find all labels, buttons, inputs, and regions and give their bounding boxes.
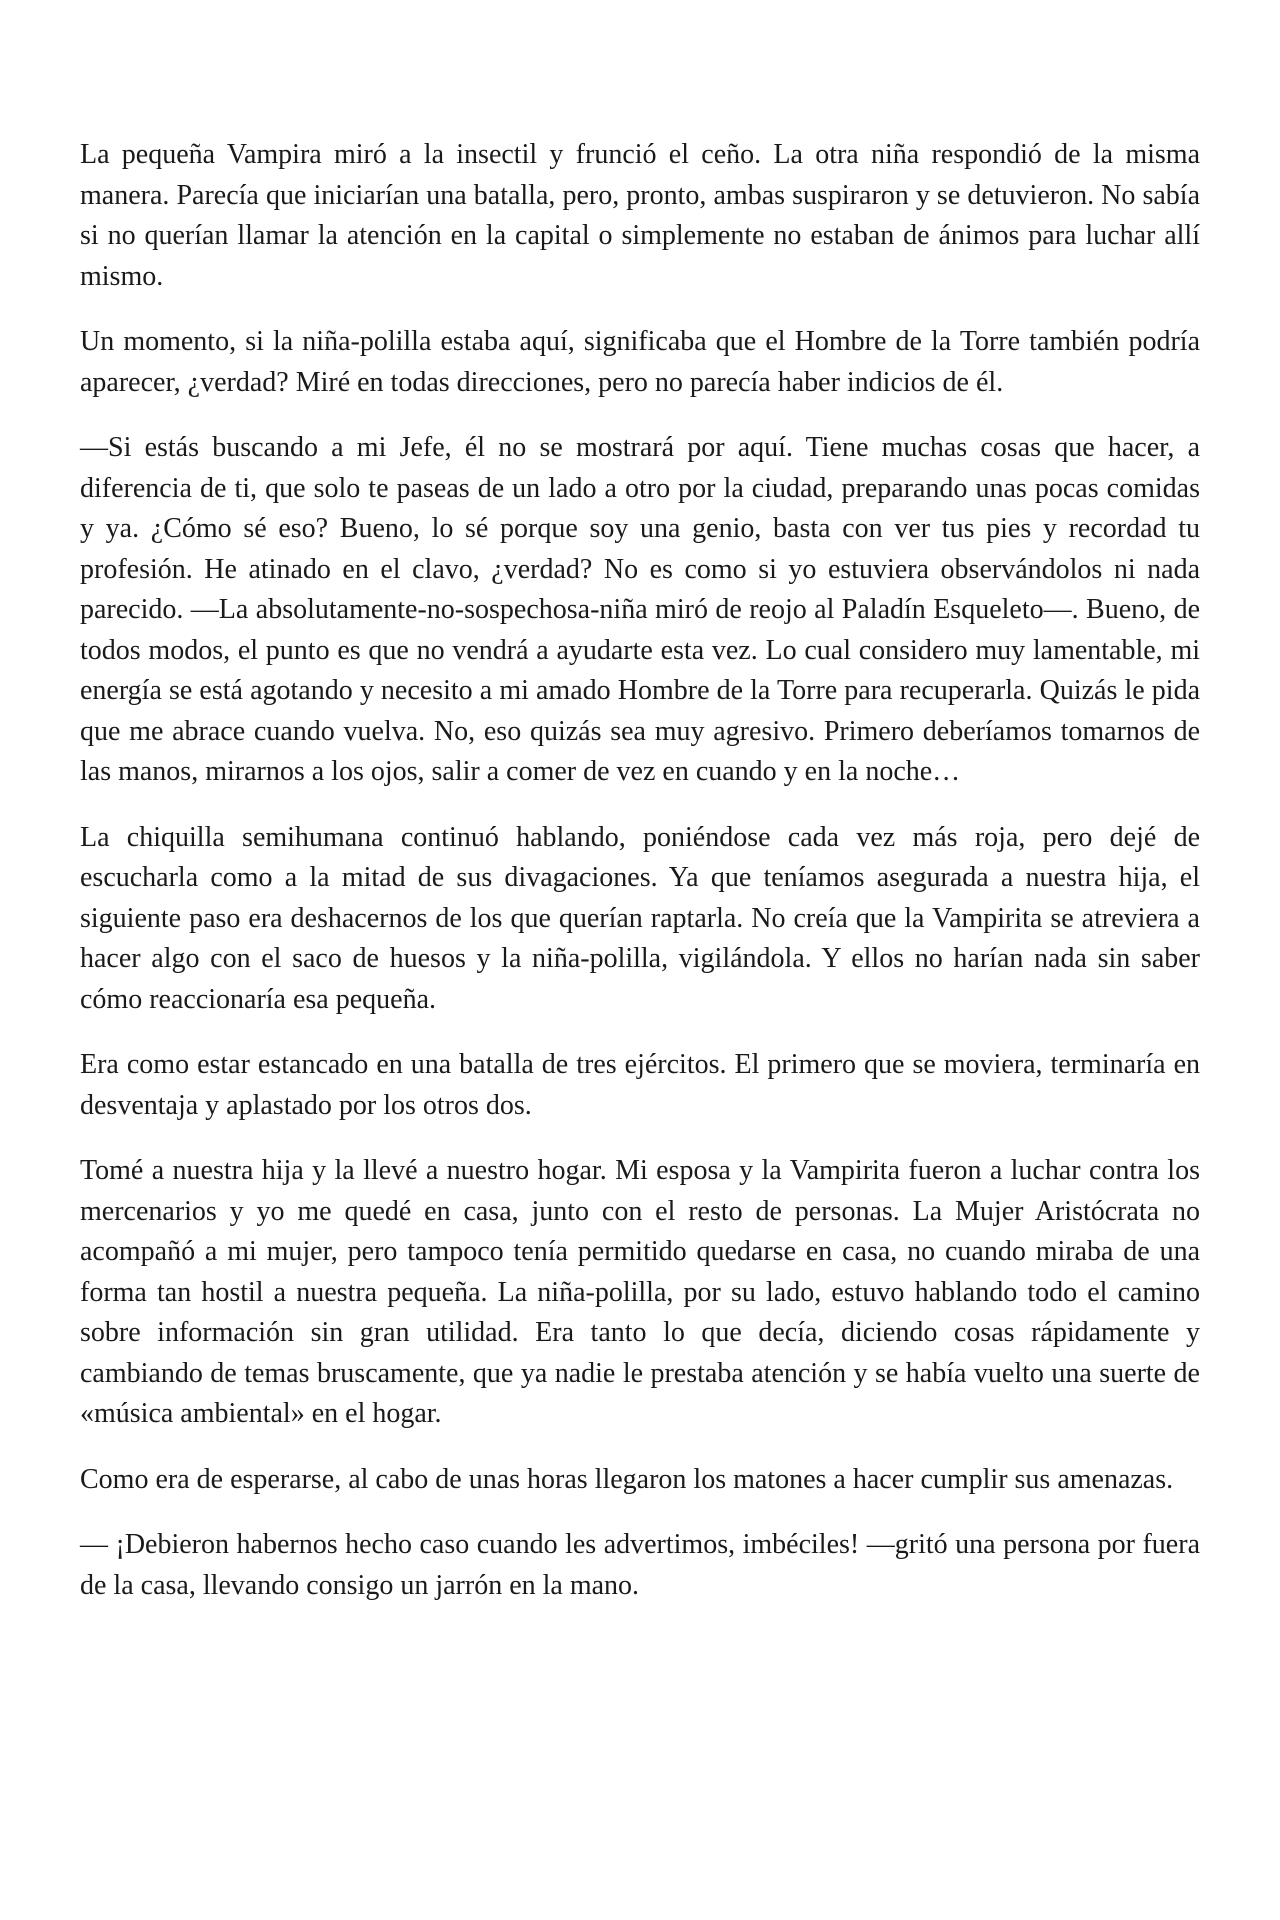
paragraph: Como era de esperarse, al cabo de unas horas llegaron los matones a hacer cumplir sus amenazas.	[80, 1463, 1174, 1495]
paragraph: Era como estar estancado en una batalla de tres ejércitos. El primero que se moviera, terminaría en desventaja y aplastado por los otros dos.	[80, 1049, 1200, 1121]
paragraph: Tomé a nuestra hija y la llevé a nuestro hogar. Mi esposa y la Vampirita fueron a luchar contra los mercenarios y yo me quedé en casa, junto con el resto de personas. La Mujer Aristócrata no acompañó a mi mujer, pero tampoco tenía permitido quedarse en casa, no cuando miraba de una forma tan hostil a nuestra pequeña. La niña-polilla, por su lado, estuvo hablando todo el camino sobre información sin gran utilidad. Era tanto lo que decía, diciendo cosas rápidamente y cambiando de temas bruscamente, que ya nadie le prestaba atención y se había vuelto una suerte de «música ambiental» en el hogar.	[80, 1155, 1200, 1429]
document-page	[80, 135, 1200, 1631]
paragraph: —Si estás buscando a mi Jefe, él no se mostrará por aquí. Tiene muchas cosas que hacer, a diferencia de ti, que solo te paseas de un lado a otro por la ciudad, preparando unas pocas comidas y ya. ¿Cómo sé eso? Bueno, lo sé porque soy una genio, basta con ver tus pies y recordad tu profesión. He atinado en el clavo, ¿verdad? No es como si yo estuviera observándolos ni nada parecido. —La absolutamente-no-sospechosa-niña miró de reojo al Paladín Esqueleto—. Bueno, de todos modos, el punto es que no vendrá a ayudarte esta vez. Lo cual considero muy lamentable, mi energía se está agotando y necesito a mi amado Hombre de la Torre para recuperarla. Quizás le pida que me abrace cuando vuelva. No, eso quizás sea muy agresivo. Primero deberíamos tomarnos de las manos, mirarnos a los ojos, salir a comer de vez en cuando y en la noche…	[80, 432, 1200, 787]
paragraph: La pequeña Vampira miró a la insectil y frunció el ceño. La otra niña respondió de la misma manera. Parecía que iniciarían una batalla, pero, pronto, ambas suspiraron y se detuvieron. No sabía si no querían llamar la atención en la capital o simplemente no estaban de ánimos para luchar allí mismo.	[80, 139, 1200, 292]
paragraph: Un momento, si la niña-polilla estaba aquí, significaba que el Hombre de la Torre también podría aparecer, ¿verdad? Miré en todas direcciones, pero no parecía haber indicios de él.	[80, 326, 1200, 398]
paragraph: — ¡Debieron habernos hecho caso cuando les advertimos, imbéciles! —gritó una persona por fuera de la casa, llevando consigo un jarrón en la mano.	[80, 1529, 1200, 1601]
paragraph: La chiquilla semihumana continuó hablando, poniéndose cada vez más roja, pero dejé de escucharla como a la mitad de sus divagaciones. Ya que teníamos asegurada a nuestra hija, el siguiente paso era deshacernos de los que querían raptarla. No creía que la Vampirita se atreviera a hacer algo con el saco de huesos y la niña-polilla, vigilándola. Y ellos no harían nada sin saber cómo reaccionaría esa pequeña.	[80, 821, 1200, 1015]
